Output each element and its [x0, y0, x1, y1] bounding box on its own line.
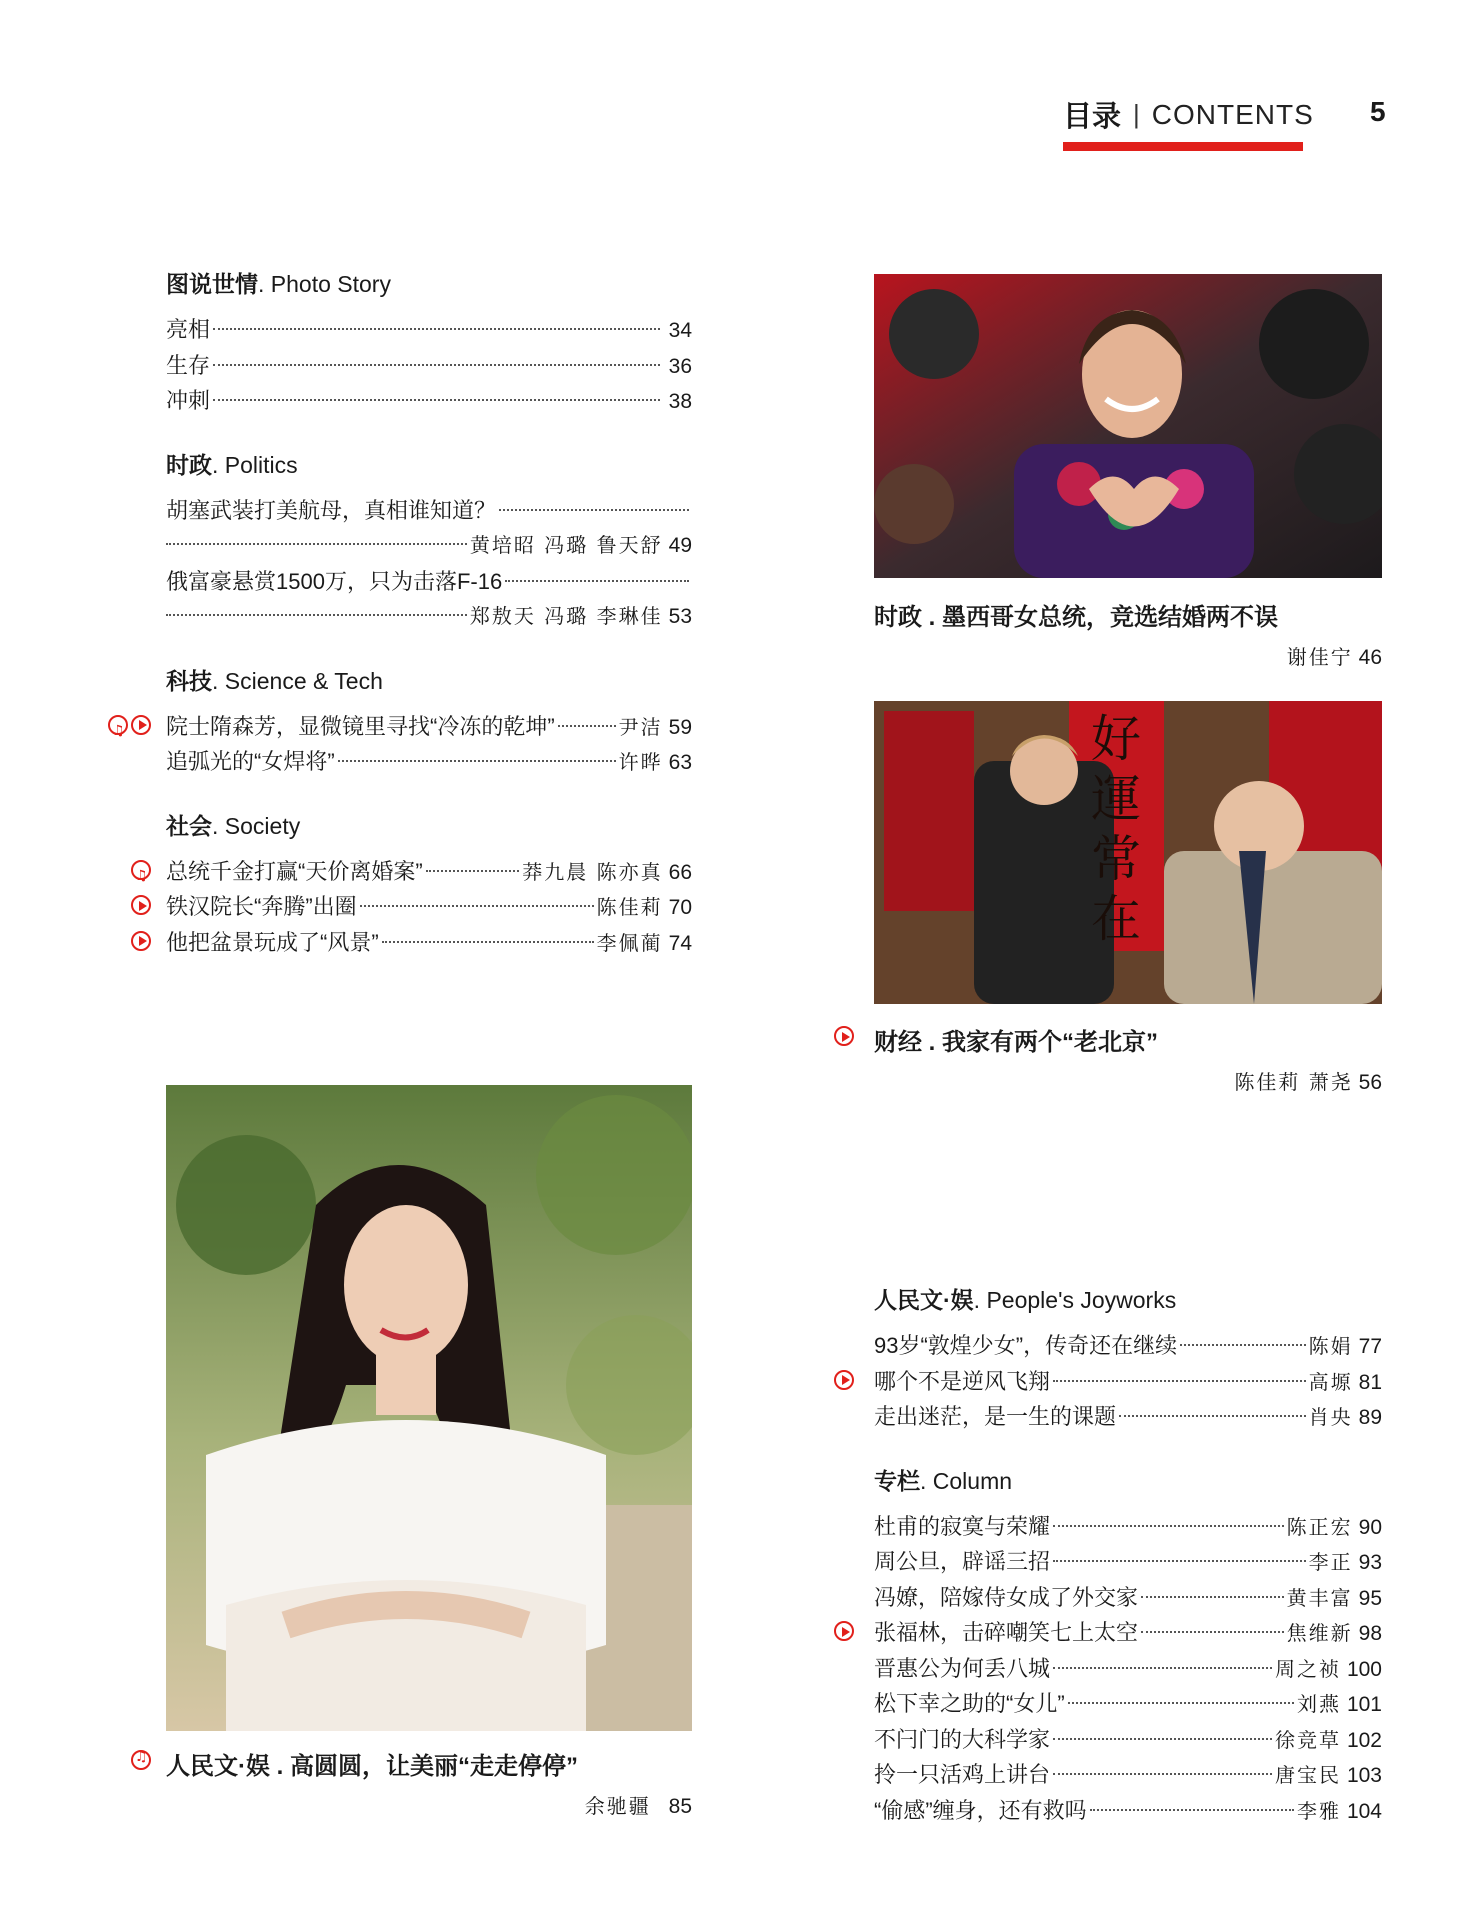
toc-entry[interactable]: 亮相 34 — [166, 317, 692, 342]
toc-entry[interactable]: 93岁“敦煌少女”，传奇还在继续 陈娟 77 — [874, 1333, 1382, 1358]
header-title-zh: 目录 — [1063, 101, 1122, 133]
section-title-politics: 时政. Politics — [166, 451, 298, 478]
music-icon[interactable] — [108, 715, 128, 735]
toc-entry[interactable]: 铁汉院长“奔腾”出圈 陈佳莉 70 — [166, 889, 692, 925]
toc-entry[interactable]: 冯嫽，陪嫁侍女成了外交家 黄丰富 95 — [874, 1584, 1382, 1610]
photo-actress-illustration — [166, 1085, 692, 1731]
feature-photo-joyworks[interactable] — [166, 1085, 692, 1731]
section-title-science: 科技. Science & Tech — [166, 667, 383, 694]
toc-entry-author-line[interactable]: 郑敖天 冯璐 李琳佳 53 — [166, 599, 692, 635]
section-title-society: 社会. Society — [166, 812, 301, 839]
toc-entry[interactable]: 哪个不是逆风飞翔 高塬 81 — [874, 1364, 1382, 1400]
toc-entry-author-line[interactable]: 黄培昭 冯璐 鲁天舒 49 — [166, 528, 692, 564]
toc-entry[interactable]: ♫ 总统千金打赢“天价离婚案” 莽九晨 陈亦真 66 — [166, 854, 692, 890]
feature-caption-politics[interactable]: 时政 . 墨西哥女总统，竞选结婚两不误 — [874, 604, 1279, 631]
toc-entry[interactable]: 周公旦，辟谣三招 李正 93 — [874, 1549, 1382, 1574]
banner-calligraphy: 好運常在 — [1091, 710, 1141, 948]
page-header — [1063, 94, 1314, 135]
play-icon[interactable] — [834, 1026, 854, 1046]
feature-byline-politics: 谢佳宁 46 — [1286, 645, 1382, 669]
toc-entry[interactable]: 走出迷茫，是一生的课题 肖央 89 — [874, 1404, 1382, 1429]
feature-photo-politics[interactable] — [874, 274, 1382, 578]
play-icon[interactable] — [131, 715, 151, 735]
toc-entry[interactable]: 追弧光的“女焊将” 许晔 63 — [166, 749, 692, 774]
toc-entry-title-line[interactable]: 胡塞武装打美航母，真相谁知道？ — [166, 493, 692, 529]
toc-entry[interactable]: 张福林，击碎嘲笑七上太空 焦维新 98 — [874, 1615, 1382, 1651]
toc-entry[interactable]: 松下幸之助的“女儿” 刘燕 101 — [874, 1691, 1382, 1716]
toc-entry[interactable]: 他把盆景玩成了“风景” 李佩蔺 74 — [166, 925, 692, 961]
photo-president-illustration — [874, 274, 1382, 578]
section-title-photo-story: 图说世情. Photo Story — [166, 271, 391, 297]
play-icon[interactable] — [131, 931, 151, 951]
music-icon[interactable] — [131, 860, 151, 880]
music-icon[interactable] — [131, 1750, 151, 1770]
page-number: 5 — [1370, 96, 1386, 127]
toc-entry[interactable]: 冲刺 38 — [166, 388, 692, 413]
toc-entry[interactable]: 晋惠公为何丢八城 周之祯 100 — [874, 1655, 1382, 1681]
play-icon[interactable] — [834, 1621, 854, 1641]
section-title-column: 专栏. Column — [874, 1467, 1013, 1494]
feature-byline-joyworks: 余驰疆 85 — [584, 1794, 692, 1818]
header-title-en: CONTENTS — [1151, 98, 1314, 130]
toc-left-column — [166, 266, 692, 960]
play-icon[interactable] — [834, 1370, 854, 1390]
toc-entry[interactable]: 拎一只活鸡上讲台 唐宝民 103 — [874, 1762, 1382, 1787]
feature-byline-finance: 陈佳莉 萧尧 56 — [1234, 1070, 1382, 1094]
toc-entry[interactable]: 生存 36 — [166, 352, 692, 378]
toc-entry-title-line[interactable]: 俄富豪悬赏1500万，只为击落F-16 — [166, 564, 692, 600]
feature-photo-finance[interactable] — [874, 701, 1382, 1004]
feature-caption-finance[interactable]: 财经 . 我家有两个“老北京” — [874, 1022, 1158, 1057]
feature-caption-joyworks[interactable]: ♫ 人民文·娱 . 高圆圆，让美丽“走走停停” — [166, 1746, 578, 1781]
section-title-joyworks: 人民文·娱. People's Joyworks — [874, 1287, 1177, 1313]
toc-entry[interactable]: 杜甫的寂寞与荣耀 陈正宏 90 — [874, 1513, 1382, 1539]
toc-entry[interactable]: “偷感”缠身，还有救吗 李雅 104 — [874, 1797, 1382, 1823]
header-separator: | — [1133, 99, 1140, 129]
header-accent-bar — [1063, 142, 1303, 151]
toc-entry[interactable]: 不闩门的大科学家 徐竞草 102 — [874, 1726, 1382, 1752]
toc-right-column — [874, 1282, 1382, 1828]
toc-entry[interactable]: ♫ 院士隋森芳，显微镜里寻找“冷冻的乾坤” 尹洁 59 — [166, 709, 692, 745]
play-icon[interactable] — [131, 895, 151, 915]
